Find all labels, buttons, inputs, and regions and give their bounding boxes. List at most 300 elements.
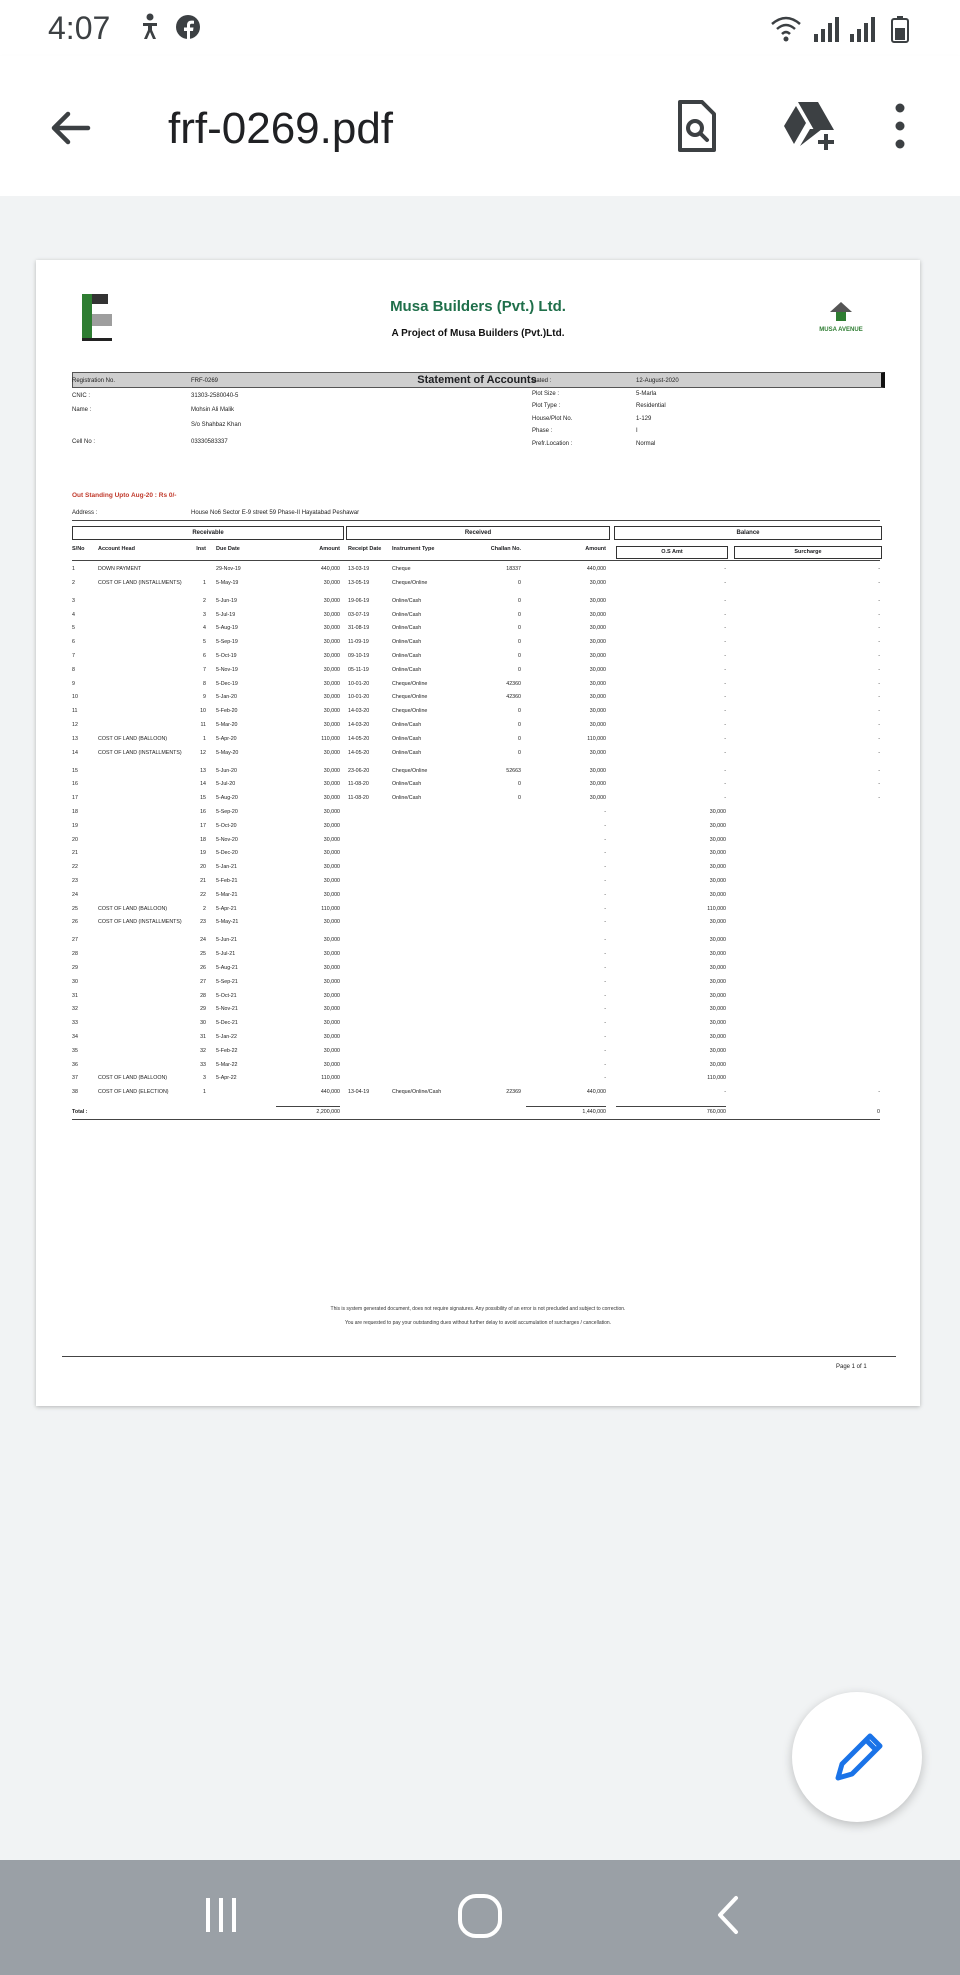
table-cell: 30,000 — [323, 1047, 340, 1054]
table-cell: 32 — [200, 1047, 206, 1054]
recents-button[interactable] — [196, 1890, 246, 1940]
app-bar — [0, 56, 960, 196]
table-cell: 5-Dec-21 — [216, 1020, 238, 1027]
table-cell: 30,000 — [323, 864, 340, 871]
table-cell: Online/Cash — [392, 597, 422, 604]
project-subtitle: A Project of Musa Builders (Pvt.)Ltd. — [391, 328, 565, 339]
table-cell: 5-May-21 — [216, 919, 239, 926]
table-cell: 1 — [72, 566, 75, 572]
table-cell: - — [878, 795, 880, 802]
table-cell: COST OF LAND (ELECTION) — [98, 1089, 169, 1096]
table-cell: 5-Mar-20 — [216, 722, 238, 728]
table-cell: 5-Jul-19 — [216, 611, 236, 618]
table-cell: 16 — [200, 809, 206, 815]
table-cell: 31 — [72, 992, 78, 999]
table-cell: 0 — [518, 749, 521, 756]
info-value: I — [636, 428, 638, 434]
table-cell: Online/Cash — [392, 611, 422, 618]
table-cell: - — [878, 625, 880, 632]
table-cell: 10 — [72, 694, 78, 701]
wifi-icon — [772, 18, 800, 34]
table-cell: 30,000 — [709, 978, 726, 985]
table-cell: 30,000 — [709, 891, 726, 898]
table-cell: - — [878, 611, 880, 618]
table-cell: 5-Mar-21 — [216, 891, 238, 898]
home-button[interactable] — [452, 1888, 508, 1944]
table-cell: 03-07-19 — [348, 611, 370, 618]
add-to-drive-button[interactable] — [780, 98, 836, 154]
more-options-button[interactable] — [880, 98, 920, 154]
table-cell: 30,000 — [323, 1061, 340, 1068]
table-cell: 30,000 — [589, 694, 606, 701]
table-cell: 30,000 — [709, 937, 726, 944]
table-cell: 30,000 — [709, 822, 726, 829]
table-cell: 30,000 — [709, 864, 726, 871]
footer-divider — [62, 1356, 896, 1357]
table-cell: 30,000 — [323, 767, 340, 774]
info-label: CNIC : — [72, 392, 90, 399]
table-cell: 4 — [72, 611, 75, 618]
table-cell: 30,000 — [589, 749, 606, 756]
table-cell: - — [724, 708, 726, 715]
table-cell: 19 — [200, 850, 206, 857]
table-cell: 30,000 — [323, 937, 340, 944]
table-cell: Online/Cash — [392, 653, 422, 659]
table-cell: 440,000 — [320, 566, 340, 572]
table-cell: 5-Sep-21 — [216, 978, 238, 985]
table-cell: 30,000 — [709, 1061, 726, 1068]
outstanding-text: Out Standing Upto Aug-20 : Rs 0/- — [72, 492, 177, 499]
table-cell: - — [878, 597, 880, 604]
table-cell: 8 — [72, 666, 75, 673]
info-value: FRF-0269 — [191, 378, 219, 384]
table-cell: 5 — [72, 625, 75, 632]
table-cell: 5-Sep-20 — [216, 809, 238, 815]
table-cell: 22 — [200, 891, 206, 898]
table-cell: - — [724, 579, 726, 586]
column-header: Due Date — [216, 546, 240, 552]
table-cell: 24 — [200, 937, 206, 944]
table-cell: 30,000 — [589, 722, 606, 728]
table-cell: 15 — [200, 795, 206, 802]
table-cell: 30,000 — [323, 722, 340, 728]
table-cell: 3 — [72, 597, 75, 604]
table-cell: 16 — [72, 781, 78, 788]
table-cell: 12 — [72, 722, 78, 728]
column-header: Receipt Date — [348, 546, 382, 552]
table-cell: 26 — [72, 919, 78, 926]
table-cell: 12 — [200, 749, 206, 756]
musa-avenue-logo — [796, 300, 886, 340]
back-button[interactable] — [40, 98, 100, 158]
table-cell: - — [724, 680, 726, 687]
table-cell: - — [878, 781, 880, 788]
status-time: 4:07 — [48, 10, 111, 46]
search-document-button[interactable] — [668, 98, 724, 154]
balance-header: Balance — [614, 526, 882, 540]
table-cell: 30,000 — [323, 625, 340, 632]
table-cell: Online/Cash — [392, 735, 422, 742]
table-cell: 30,000 — [323, 850, 340, 857]
table-cell: - — [878, 1089, 880, 1096]
table-cell: - — [878, 579, 880, 586]
table-cell: 13-03-19 — [348, 566, 370, 572]
table-cell: 30,000 — [589, 666, 606, 673]
table-cell: 5 — [203, 639, 206, 646]
table-cell: 30,000 — [323, 951, 340, 958]
table-cell: - — [724, 666, 726, 673]
info-value: Mohsin Ali Malik — [191, 407, 235, 413]
table-cell: 20 — [72, 836, 78, 843]
info-value: Normal — [636, 440, 656, 447]
table-cell: 20 — [200, 864, 206, 871]
table-cell: - — [878, 708, 880, 715]
table-cell: 30,000 — [323, 1006, 340, 1013]
company-name: Musa Builders (Pvt.) Ltd. — [390, 298, 566, 315]
table-cell: 0 — [518, 597, 521, 604]
table-cell: 21 — [72, 850, 78, 857]
status-left-icons — [140, 12, 210, 47]
total-os: 760,000 — [706, 1109, 726, 1116]
column-header: Account Head — [98, 546, 135, 552]
table-cell: 13 — [72, 735, 78, 742]
table-cell: 30,000 — [323, 1034, 340, 1040]
table-cell: - — [878, 680, 880, 687]
table-cell: 30,000 — [323, 708, 340, 715]
table-cell: 33 — [72, 1020, 78, 1027]
table-cell: 15 — [72, 767, 78, 774]
table-cell: DOWN PAYMENT — [98, 566, 142, 572]
column-header: O.S Amt — [616, 546, 728, 559]
table-cell: 2 — [203, 597, 206, 604]
table-cell: 110,000 — [321, 1075, 340, 1082]
find-in-page-icon — [668, 98, 724, 154]
table-cell: 5-Oct-20 — [216, 822, 237, 829]
table-cell: 5-May-20 — [216, 749, 239, 756]
table-cell: 30,000 — [589, 611, 606, 618]
table-cell: 35 — [72, 1047, 78, 1054]
back-nav-button[interactable] — [704, 1890, 754, 1940]
table-cell: 30,000 — [709, 1020, 726, 1027]
table-cell: - — [724, 1089, 726, 1096]
table-cell: 110,000 — [587, 735, 606, 742]
table-cell: 10-01-20 — [348, 694, 370, 701]
table-cell: 0 — [518, 708, 521, 715]
recents-icon — [196, 1890, 246, 1940]
table-cell: 28 — [200, 992, 206, 999]
info-label: Dated : — [532, 378, 552, 384]
table-cell: - — [724, 611, 726, 618]
table-cell: 17 — [200, 822, 206, 829]
table-cell: - — [604, 864, 606, 871]
table-cell: 30,000 — [323, 597, 340, 604]
table-cell: 30,000 — [709, 919, 726, 926]
table-cell: 440,000 — [586, 566, 606, 572]
table-cell: 34 — [72, 1034, 78, 1040]
table-cell: 13 — [200, 767, 206, 774]
table-cell: 19 — [72, 822, 78, 829]
table-cell: 30,000 — [323, 836, 340, 843]
edit-fab-button[interactable] — [792, 1692, 922, 1822]
table-cell: 5-Jun-19 — [216, 597, 237, 604]
table-cell: 5-Jan-21 — [216, 864, 237, 871]
table-cell: 30,000 — [323, 891, 340, 898]
table-cell: 30,000 — [709, 965, 726, 971]
pdf-page — [36, 260, 920, 1406]
received-header: Received — [346, 526, 610, 540]
total-bottom — [72, 1119, 880, 1120]
table-cell: 30 — [72, 978, 78, 985]
document-title: frf-0269.pdf — [168, 104, 394, 153]
table-cell: 11 — [72, 708, 78, 715]
table-cell: 0 — [518, 722, 521, 728]
table-cell: Cheque/Online — [392, 708, 428, 715]
table-cell: 30,000 — [589, 767, 606, 774]
table-cell: - — [878, 639, 880, 646]
table-cell: 25 — [200, 951, 206, 958]
table-cell: - — [604, 1061, 606, 1068]
receivable-header: Receivable — [72, 526, 344, 540]
info-label: House/Plot No. — [532, 415, 573, 422]
table-cell: 7 — [203, 666, 206, 673]
table-cell: 5-Jul-20 — [216, 781, 236, 788]
table-cell: 110,000 — [321, 905, 340, 912]
table-cell: - — [604, 937, 606, 944]
table-cell: 1 — [203, 735, 206, 742]
musa-avenue-logo-text: MUSA AVENUE — [819, 327, 863, 333]
statement-title-bar: Statement of Accounts — [72, 372, 885, 388]
column-header: Inst — [196, 546, 206, 552]
table-cell: - — [604, 951, 606, 958]
table-cell: 09-10-19 — [348, 653, 370, 659]
table-cell: 36 — [72, 1061, 78, 1068]
table-cell: 0 — [518, 666, 521, 673]
info-value: 1-129 — [636, 415, 652, 422]
divider — [72, 520, 880, 521]
column-header: Challan No. — [490, 546, 521, 552]
table-cell: 5-Nov-21 — [216, 1006, 238, 1013]
table-cell: Online/Cash — [392, 749, 422, 756]
table-cell: 30,000 — [589, 680, 606, 687]
info-value: 31303-2580040-5 — [191, 392, 239, 399]
table-cell: 110,000 — [321, 735, 340, 742]
info-label: Plot Type : — [532, 403, 561, 409]
table-cell: - — [724, 795, 726, 802]
table-cell: - — [724, 767, 726, 774]
table-cell: 0 — [518, 639, 521, 646]
facebook-icon — [176, 15, 200, 40]
table-cell: 5-Mar-22 — [216, 1061, 238, 1068]
table-cell: 30,000 — [589, 597, 606, 604]
signal-icon — [814, 17, 875, 42]
table-cell: 30,000 — [323, 611, 340, 618]
table-cell: 42360 — [506, 680, 521, 687]
home-icon — [452, 1888, 508, 1944]
table-cell: COST OF LAND (INSTALLMENTS) — [98, 749, 182, 756]
table-cell: 30,000 — [589, 781, 606, 788]
table-cell: Online/Cash — [392, 625, 422, 632]
table-cell: 30,000 — [323, 992, 340, 999]
table-cell: 17 — [72, 795, 78, 802]
table-cell: - — [724, 722, 726, 728]
column-header: Instrument Type — [392, 546, 435, 552]
info-label: Phase : — [532, 428, 553, 434]
table-cell: 30,000 — [589, 625, 606, 632]
table-cell: 30,000 — [589, 579, 606, 586]
table-cell: - — [724, 749, 726, 756]
page-number: Page 1 of 1 — [836, 1364, 867, 1370]
table-cell: 5-Nov-20 — [216, 836, 238, 843]
info-value: 12-August-2020 — [636, 378, 679, 384]
table-cell: 440,000 — [320, 1089, 340, 1096]
drive-add-icon — [780, 98, 840, 154]
table-cell: - — [604, 878, 606, 884]
table-cell: 30,000 — [709, 1034, 726, 1040]
table-cell: 110,000 — [707, 1075, 726, 1082]
table-cell: 2 — [72, 579, 75, 586]
table-cell: - — [604, 1075, 606, 1082]
table-cell: 32 — [72, 1006, 78, 1013]
table-cell: Online/Cash — [392, 781, 422, 788]
table-cell: - — [604, 905, 606, 912]
table-cell: 5-Jan-22 — [216, 1034, 237, 1040]
table-cell: 52663 — [506, 767, 521, 774]
table-cell: - — [724, 735, 726, 742]
table-cell: - — [604, 836, 606, 843]
table-cell: 5-Apr-20 — [216, 735, 237, 742]
table-cell: 30,000 — [323, 680, 340, 687]
table-cell: 5-Feb-22 — [216, 1047, 238, 1054]
table-cell: - — [724, 653, 726, 659]
total-divider — [616, 1106, 726, 1107]
table-cell: 18337 — [506, 566, 521, 572]
table-cell: 4 — [203, 625, 206, 632]
table-cell: 5-Dec-20 — [216, 850, 238, 857]
table-cell: 14-05-20 — [348, 749, 370, 756]
table-cell: 26 — [200, 965, 206, 971]
table-cell: COST OF LAND (BALLOON) — [98, 1075, 168, 1082]
chevron-left-icon — [704, 1890, 754, 1940]
total-receivable: 2,200,000 — [316, 1109, 340, 1116]
table-cell: 23 — [72, 878, 78, 884]
table-cell: 0 — [518, 795, 521, 802]
table-cell: Cheque/Online — [392, 680, 428, 687]
table-cell: 0 — [518, 579, 521, 586]
header-divider — [72, 560, 880, 561]
system-note: This is system generated document, does not require signatures. Any possibility of an error is not precluded and subject to correction. — [330, 1306, 626, 1312]
table-cell: - — [878, 566, 880, 572]
table-cell: 0 — [518, 781, 521, 788]
system-nav-bar — [0, 1860, 960, 1975]
table-cell: 31 — [200, 1034, 206, 1040]
total-received: 1,440,000 — [582, 1109, 606, 1116]
info-label: Registration No. — [72, 378, 116, 384]
accessibility-icon — [143, 14, 157, 40]
table-cell: 14-03-20 — [348, 708, 370, 715]
table-cell: - — [878, 653, 880, 659]
table-cell: 25 — [72, 905, 78, 912]
table-cell: 10 — [200, 708, 206, 715]
total-surcharge: 0 — [877, 1109, 880, 1116]
table-cell: - — [878, 735, 880, 742]
column-header: Surcharge — [734, 546, 882, 559]
table-cell: 30,000 — [709, 878, 726, 884]
table-cell: 30,000 — [323, 639, 340, 646]
table-cell: - — [878, 722, 880, 728]
table-cell: 11-08-20 — [348, 781, 369, 788]
table-cell: 18 — [72, 809, 78, 815]
pencil-icon — [792, 1692, 922, 1822]
table-cell: - — [724, 597, 726, 604]
table-cell: 0 — [518, 611, 521, 618]
table-cell: Online/Cash — [392, 722, 422, 728]
table-cell: 28 — [72, 951, 78, 958]
table-cell: 14-05-20 — [348, 735, 370, 742]
table-cell: 5-Aug-20 — [216, 795, 238, 802]
table-cell: 23-06-20 — [348, 767, 370, 774]
table-cell: 30,000 — [709, 1047, 726, 1054]
table-cell: 30,000 — [323, 781, 340, 788]
table-cell: 6 — [203, 653, 206, 659]
table-cell: 27 — [72, 937, 78, 944]
info-label: Prefr.Location : — [532, 440, 573, 447]
table-cell: 5-Oct-19 — [216, 653, 237, 659]
more-vert-icon — [880, 98, 920, 154]
table-cell: 30,000 — [589, 795, 606, 802]
table-cell: 30,000 — [323, 919, 340, 926]
battery-icon — [892, 16, 908, 42]
column-header: S/No — [72, 546, 85, 552]
table-cell: 22369 — [506, 1089, 521, 1096]
table-cell: - — [604, 1034, 606, 1040]
total-divider — [526, 1106, 606, 1107]
table-cell: - — [604, 891, 606, 898]
table-cell: 5-Apr-21 — [216, 905, 237, 912]
table-cell: 0 — [518, 735, 521, 742]
column-header: Amount — [319, 546, 340, 552]
table-cell: Cheque/Online — [392, 767, 428, 774]
table-cell: Cheque/Online/Cash — [392, 1089, 442, 1096]
column-header: Amount — [585, 546, 606, 552]
table-cell: 19-06-19 — [348, 597, 370, 604]
table-cell: 30,000 — [323, 694, 340, 701]
table-cell: 30,000 — [323, 809, 340, 815]
table-cell: 05-11-19 — [348, 666, 369, 673]
table-cell: Cheque — [392, 566, 411, 572]
table-cell: - — [724, 625, 726, 632]
table-cell: - — [878, 694, 880, 701]
info-value: Residential — [636, 403, 666, 409]
info-label: Name : — [72, 407, 92, 413]
table-cell: COST OF LAND (BALLOON) — [98, 905, 168, 912]
table-cell: 30,000 — [323, 749, 340, 756]
table-cell: 30,000 — [709, 992, 726, 999]
table-cell: 3 — [203, 611, 206, 618]
table-cell: 11 — [200, 722, 206, 728]
table-cell: 1 — [203, 579, 206, 586]
table-cell: COST OF LAND (INSTALLMENTS) — [98, 919, 182, 926]
table-cell: 5-Apr-22 — [216, 1075, 237, 1082]
table-cell: 5-Nov-19 — [216, 666, 238, 673]
status-right-icons — [770, 14, 920, 44]
table-cell: 30,000 — [709, 1006, 726, 1013]
table-cell: 14-03-20 — [348, 722, 370, 728]
address-label: Address : — [72, 510, 98, 516]
table-cell: 30,000 — [323, 666, 340, 673]
total-divider — [276, 1106, 340, 1107]
table-cell: Online/Cash — [392, 639, 422, 646]
info-label: Cell No : — [72, 439, 96, 445]
